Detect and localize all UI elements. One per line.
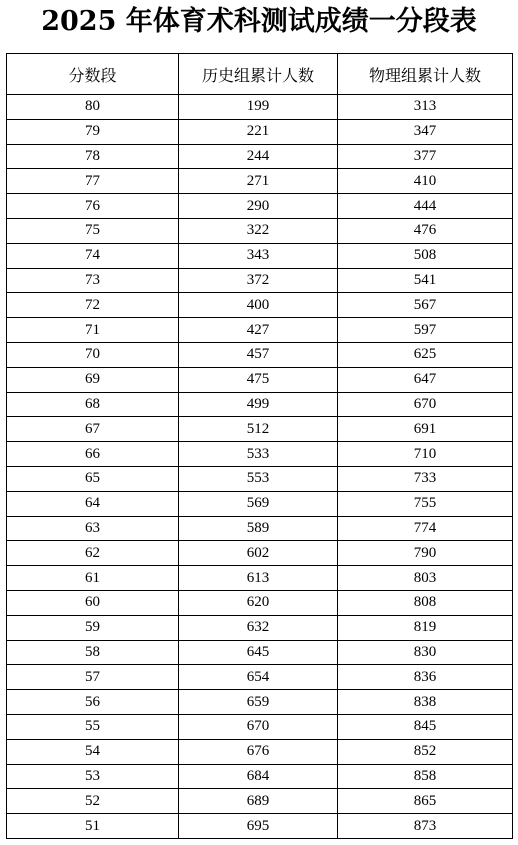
table-row (7, 194, 513, 219)
history-count-cell: 645 (179, 640, 338, 665)
score-cell: 70 (7, 342, 179, 367)
physics-count-cell: 597 (338, 318, 513, 343)
table-row (7, 392, 513, 417)
column-header-physics-cumulative: 物理组累计人数 (338, 54, 513, 95)
score-cell: 71 (7, 318, 179, 343)
history-count-cell: 689 (179, 789, 338, 814)
table-row (7, 640, 513, 665)
table-row (7, 690, 513, 715)
table-row (7, 367, 513, 392)
score-cell: 52 (7, 789, 179, 814)
history-count-cell: 221 (179, 119, 338, 144)
score-cell: 53 (7, 764, 179, 789)
score-cell: 62 (7, 541, 179, 566)
table-row (7, 714, 513, 739)
history-count-cell: 475 (179, 367, 338, 392)
score-cell: 73 (7, 268, 179, 293)
physics-count-cell: 808 (338, 590, 513, 615)
physics-count-cell: 790 (338, 541, 513, 566)
physics-count-cell: 541 (338, 268, 513, 293)
physics-count-cell: 873 (338, 814, 513, 839)
score-distribution-table (6, 53, 513, 839)
table-row (7, 615, 513, 640)
score-cell: 78 (7, 144, 179, 169)
score-cell: 51 (7, 814, 179, 839)
physics-count-cell: 691 (338, 417, 513, 442)
table-row (7, 318, 513, 343)
score-cell: 68 (7, 392, 179, 417)
physics-count-cell: 865 (338, 789, 513, 814)
table-row (7, 243, 513, 268)
physics-count-cell: 347 (338, 119, 513, 144)
physics-count-cell: 819 (338, 615, 513, 640)
table-row (7, 764, 513, 789)
history-count-cell: 659 (179, 690, 338, 715)
history-count-cell: 290 (179, 194, 338, 219)
history-count-cell: 654 (179, 665, 338, 690)
score-cell: 56 (7, 690, 179, 715)
history-count-cell: 244 (179, 144, 338, 169)
history-count-cell: 512 (179, 417, 338, 442)
history-count-cell: 499 (179, 392, 338, 417)
physics-count-cell: 836 (338, 665, 513, 690)
column-header-score: 分数段 (7, 54, 179, 95)
history-count-cell: 457 (179, 342, 338, 367)
table-header (7, 54, 513, 95)
score-cell: 59 (7, 615, 179, 640)
score-cell: 64 (7, 491, 179, 516)
score-cell: 55 (7, 714, 179, 739)
table-row (7, 665, 513, 690)
physics-count-cell: 670 (338, 392, 513, 417)
score-cell: 65 (7, 466, 179, 491)
score-cell: 57 (7, 665, 179, 690)
physics-count-cell: 444 (338, 194, 513, 219)
history-count-cell: 602 (179, 541, 338, 566)
score-cell: 72 (7, 293, 179, 318)
physics-count-cell: 567 (338, 293, 513, 318)
table-row (7, 814, 513, 839)
physics-count-cell: 647 (338, 367, 513, 392)
table-row (7, 417, 513, 442)
history-count-cell: 400 (179, 293, 338, 318)
physics-count-cell: 733 (338, 466, 513, 491)
physics-count-cell: 830 (338, 640, 513, 665)
score-cell: 74 (7, 243, 179, 268)
history-count-cell: 322 (179, 218, 338, 243)
physics-count-cell: 410 (338, 169, 513, 194)
physics-count-cell: 852 (338, 739, 513, 764)
history-count-cell: 632 (179, 615, 338, 640)
table-row (7, 169, 513, 194)
score-cell: 67 (7, 417, 179, 442)
physics-count-cell: 508 (338, 243, 513, 268)
score-cell: 79 (7, 119, 179, 144)
history-count-cell: 620 (179, 590, 338, 615)
table-row (7, 119, 513, 144)
score-cell: 61 (7, 566, 179, 591)
history-count-cell: 613 (179, 566, 338, 591)
history-count-cell: 553 (179, 466, 338, 491)
table-row (7, 590, 513, 615)
physics-count-cell: 803 (338, 566, 513, 591)
score-cell: 80 (7, 95, 179, 120)
physics-count-cell: 313 (338, 95, 513, 120)
score-cell: 54 (7, 739, 179, 764)
history-count-cell: 569 (179, 491, 338, 516)
score-cell: 60 (7, 590, 179, 615)
score-cell: 66 (7, 442, 179, 467)
table-row (7, 491, 513, 516)
table-body (7, 95, 513, 839)
history-count-cell: 372 (179, 268, 338, 293)
table-row (7, 541, 513, 566)
table-row (7, 442, 513, 467)
table-row (7, 95, 513, 120)
table-row (7, 466, 513, 491)
physics-count-cell: 476 (338, 218, 513, 243)
history-count-cell: 199 (179, 95, 338, 120)
score-cell: 77 (7, 169, 179, 194)
physics-count-cell: 377 (338, 144, 513, 169)
physics-count-cell: 625 (338, 342, 513, 367)
history-count-cell: 343 (179, 243, 338, 268)
score-cell: 75 (7, 218, 179, 243)
history-count-cell: 684 (179, 764, 338, 789)
table-row (7, 268, 513, 293)
table-row (7, 516, 513, 541)
table-row (7, 789, 513, 814)
score-cell: 69 (7, 367, 179, 392)
physics-count-cell: 858 (338, 764, 513, 789)
physics-count-cell: 774 (338, 516, 513, 541)
table-row (7, 218, 513, 243)
table-row (7, 566, 513, 591)
table-row (7, 739, 513, 764)
physics-count-cell: 710 (338, 442, 513, 467)
table-row (7, 144, 513, 169)
physics-count-cell: 838 (338, 690, 513, 715)
physics-count-cell: 755 (338, 491, 513, 516)
history-count-cell: 533 (179, 442, 338, 467)
history-count-cell: 676 (179, 739, 338, 764)
history-count-cell: 427 (179, 318, 338, 343)
history-count-cell: 271 (179, 169, 338, 194)
score-cell: 76 (7, 194, 179, 219)
physics-count-cell: 845 (338, 714, 513, 739)
table-header-row (7, 54, 513, 95)
score-cell: 58 (7, 640, 179, 665)
history-count-cell: 695 (179, 814, 338, 839)
column-header-history-cumulative: 历史组累计人数 (179, 54, 338, 95)
score-cell: 63 (7, 516, 179, 541)
table-row (7, 293, 513, 318)
history-count-cell: 670 (179, 714, 338, 739)
history-count-cell: 589 (179, 516, 338, 541)
page-title: 2025 年体育术科测试成绩一分段表 (41, 6, 477, 37)
table-row (7, 342, 513, 367)
